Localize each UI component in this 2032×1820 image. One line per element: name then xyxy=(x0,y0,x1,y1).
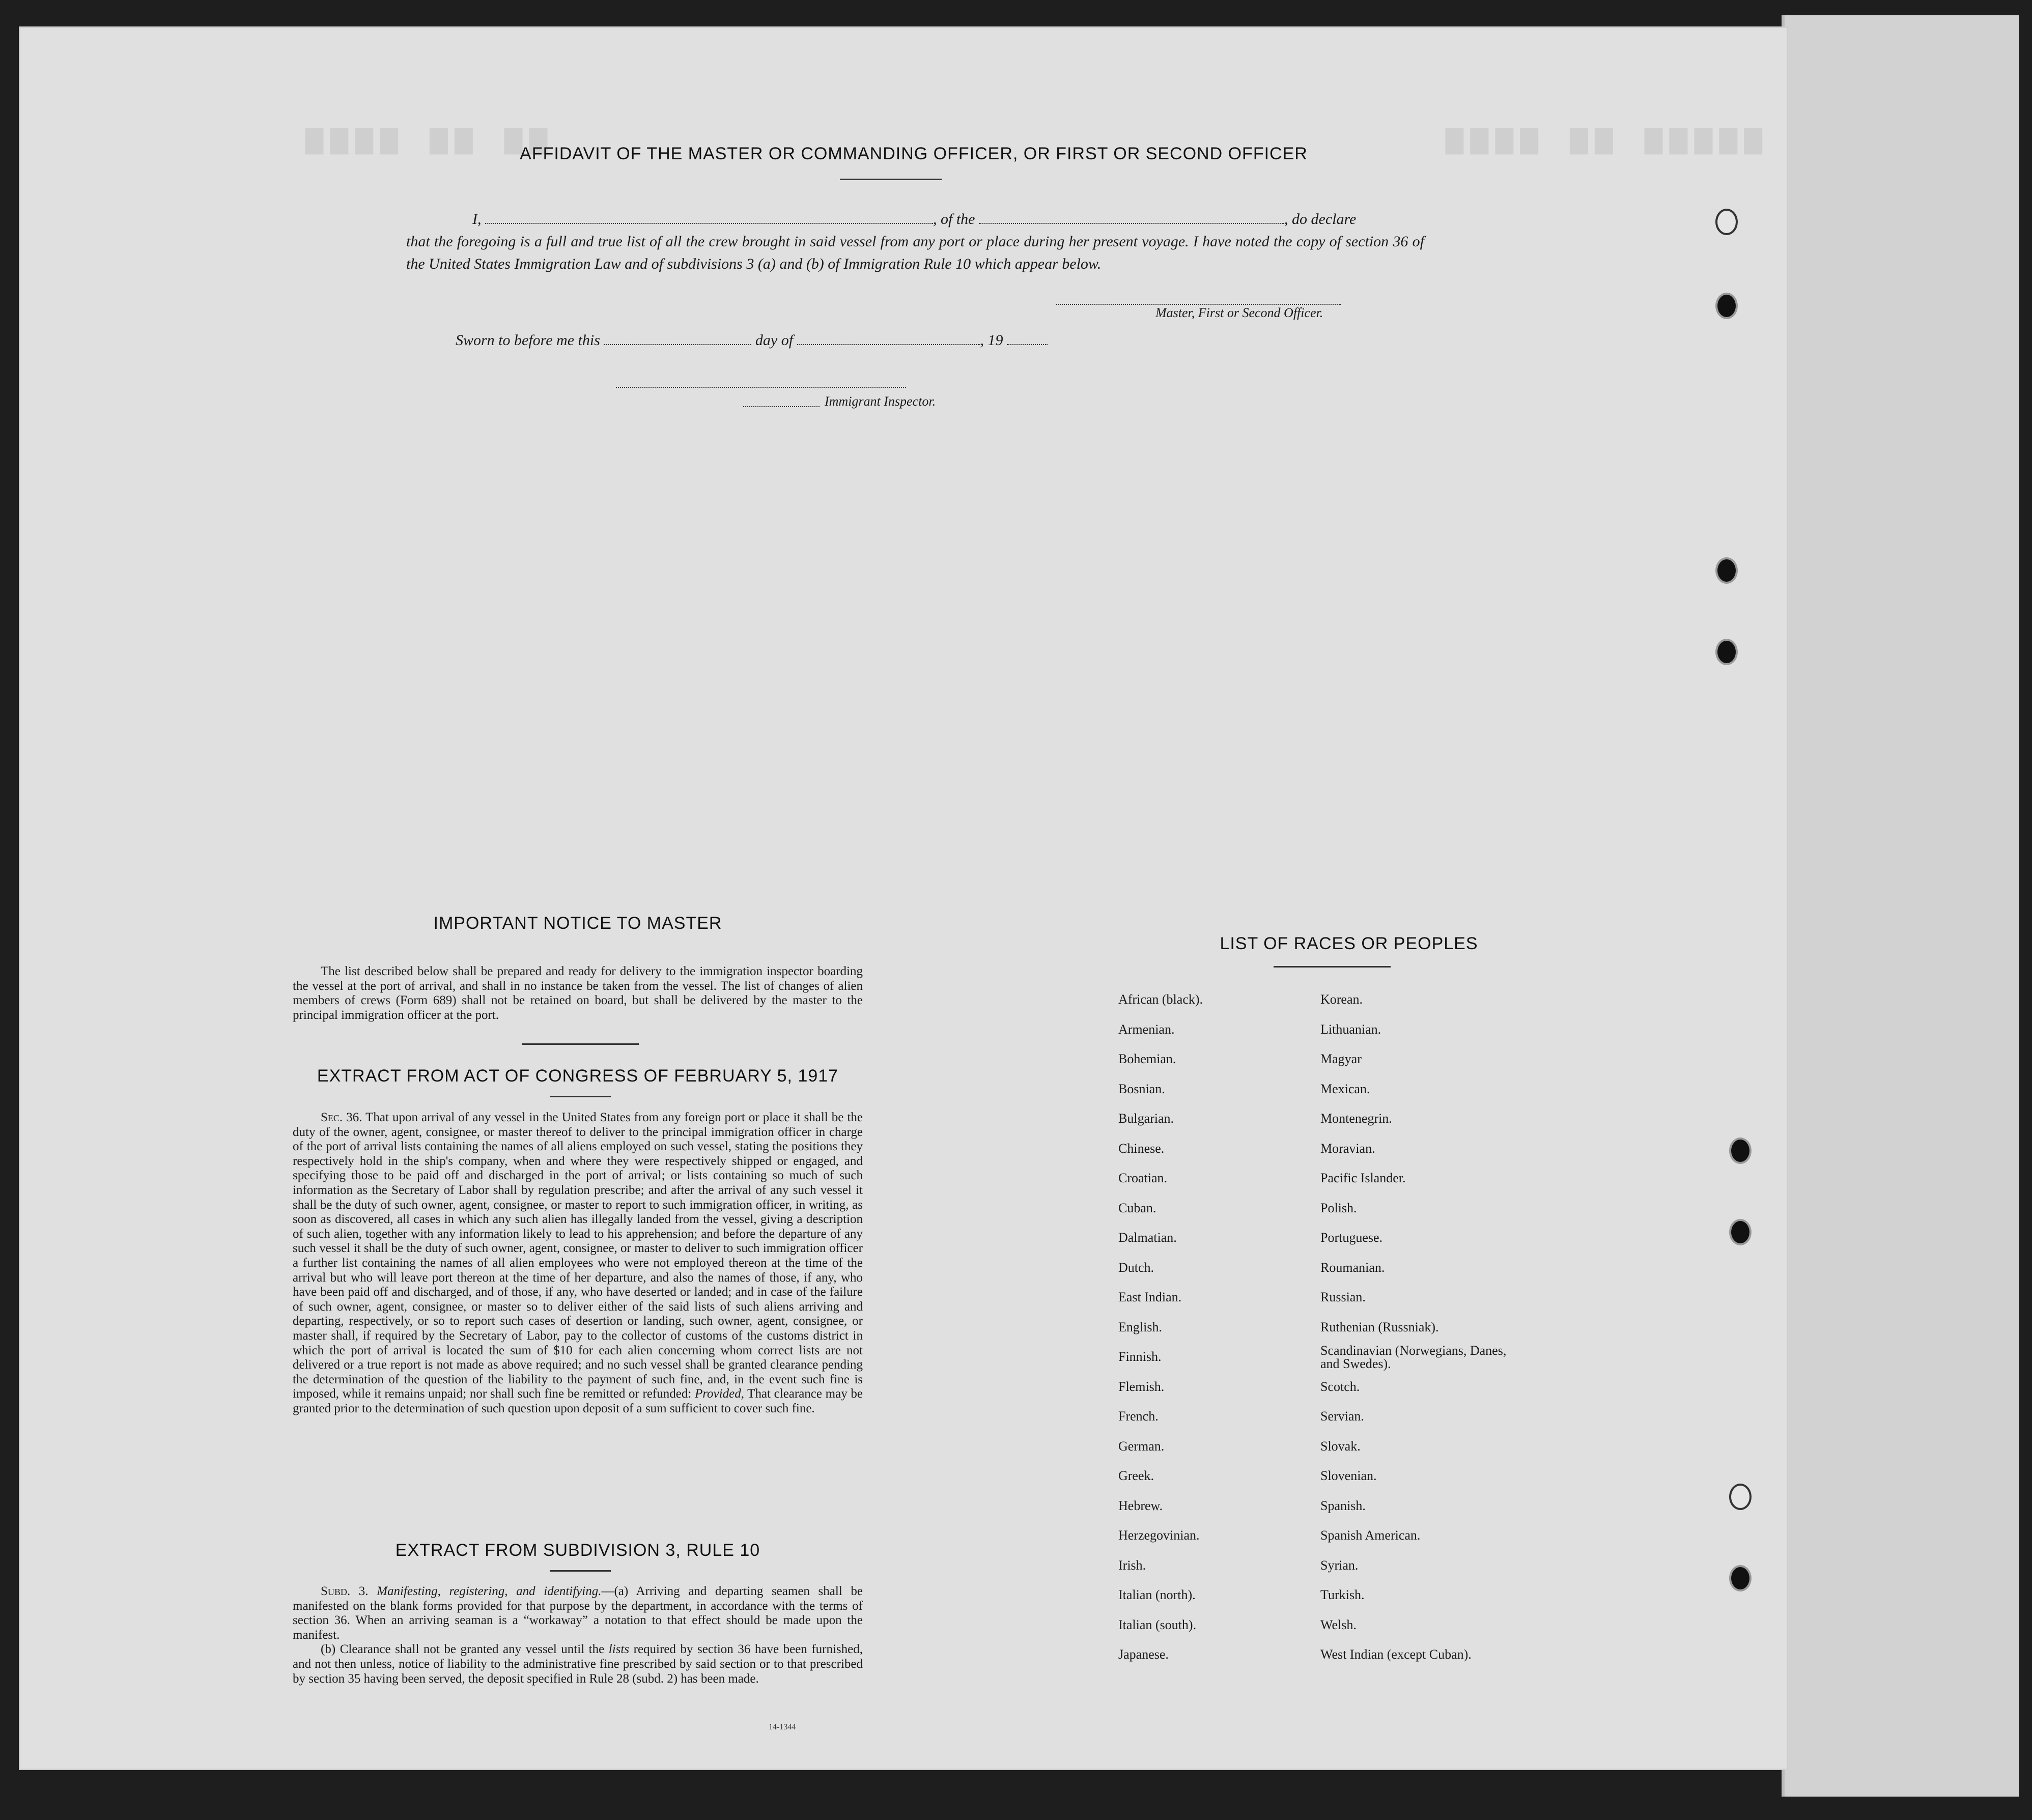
day-of-label: day of xyxy=(755,332,794,349)
year-label: , 19 xyxy=(980,332,1003,349)
sworn-month-field[interactable] xyxy=(797,330,980,345)
race-item: Korean. xyxy=(1320,992,1363,1007)
race-item: Hebrew. xyxy=(1118,1498,1163,1513)
rule-title-rule xyxy=(550,1570,611,1572)
race-item: Moravian. xyxy=(1320,1141,1375,1156)
binder-hole xyxy=(1729,1138,1752,1164)
subd-heading: Manifesting, registering, and identifying. xyxy=(377,1584,602,1598)
name-field[interactable] xyxy=(485,209,933,224)
race-item: Servian. xyxy=(1320,1409,1364,1424)
subd-a-label: —(a) xyxy=(601,1584,629,1598)
document-page xyxy=(20,28,1787,1769)
race-item: French. xyxy=(1118,1409,1159,1424)
master-signature-label: Master, First or Second Officer. xyxy=(1155,305,1323,320)
race-item: Finnish. xyxy=(1118,1349,1162,1364)
race-item: Spanish American. xyxy=(1320,1528,1421,1543)
race-item: Ruthenian (Russniak). xyxy=(1320,1319,1439,1334)
race-item: Welsh. xyxy=(1320,1617,1357,1632)
race-item: Dutch. xyxy=(1118,1260,1154,1275)
binder-hole xyxy=(1715,639,1738,665)
subd-b-text-2: required by section 36 have been furnished, and not then unless, notice of liability to the administrative fine prescribed by said section or to that prescribed by section 35 having been served, the deposit specified in Rule 28 (subd. 2) has been made. xyxy=(293,1642,863,1686)
affidavit-text: that the foregoing is a full and true list of all the crew brought in said vessel from any port or place during her present voyage. I have noted the copy of section 36 of the United States Immigration Law and of subdivisions 3 (a) and (b) of Immigration Rule 10 which appear below. xyxy=(406,233,1424,272)
i-label: I, xyxy=(472,211,482,228)
of-the-label: , of the xyxy=(933,211,975,228)
race-item: Scandinavian (Norwegians, Danes, and Swedes). xyxy=(1320,1343,1507,1371)
inspector-label: Immigrant Inspector. xyxy=(825,394,936,409)
race-item: Herzegovinian. xyxy=(1118,1528,1200,1543)
binder-hole xyxy=(1729,1565,1752,1591)
race-item: Armenian. xyxy=(1118,1021,1175,1037)
bleed-through-text: ▆▆▆▆ ▆▆ ▆▆ xyxy=(305,123,554,156)
affidavit-title: AFFIDAVIT OF THE MASTER OR COMMANDING OFFICER, OR FIRST OR SECOND OFFICER xyxy=(520,144,1308,163)
sworn-year-field[interactable] xyxy=(1007,330,1048,345)
vessel-field[interactable] xyxy=(979,209,1284,224)
race-item: Flemish. xyxy=(1118,1379,1165,1394)
form-code: 14-1344 xyxy=(769,1723,796,1731)
race-item: Turkish. xyxy=(1320,1587,1365,1602)
race-item: West Indian (except Cuban). xyxy=(1320,1647,1472,1662)
race-item: Croatian. xyxy=(1118,1171,1168,1185)
race-item: Portuguese. xyxy=(1320,1230,1383,1245)
race-item: Bulgarian. xyxy=(1118,1111,1174,1126)
act-text-2: That clearance may be granted prior to the determination of such question upon deposit of a sum sufficient to cover such fine. xyxy=(293,1387,863,1415)
inspector-prefix-dots xyxy=(743,405,820,407)
races-title-rule xyxy=(1274,966,1391,968)
act-title-rule xyxy=(550,1096,611,1097)
binder-hole xyxy=(1715,209,1738,235)
race-item: Magyar xyxy=(1320,1051,1362,1066)
subd-b-lists: lists xyxy=(608,1642,630,1657)
sworn-line xyxy=(456,330,1048,349)
rule-body xyxy=(293,1584,863,1686)
affidavit-body xyxy=(406,208,1424,275)
bleed-through-text: ▆▆▆▆ ▆▆ ▆▆▆▆▆ xyxy=(1446,123,1769,156)
race-item: German. xyxy=(1118,1438,1165,1454)
race-item: Pacific Islander. xyxy=(1320,1171,1406,1185)
race-item: Slovak. xyxy=(1320,1438,1361,1454)
sworn-label: Sworn to before me this xyxy=(456,332,600,349)
do-declare-label: , do declare xyxy=(1284,211,1357,228)
races-title: LIST OF RACES OR PEOPLES xyxy=(1220,934,1478,953)
race-item: East Indian. xyxy=(1118,1290,1182,1304)
sworn-day-field[interactable] xyxy=(604,330,751,345)
race-item: Bohemian. xyxy=(1118,1051,1176,1066)
binder-hole xyxy=(1729,1219,1752,1245)
race-item: African (black). xyxy=(1118,992,1203,1007)
binder-hole xyxy=(1729,1484,1752,1510)
sec-label: Sec. 36. xyxy=(321,1111,362,1124)
race-item: Lithuanian. xyxy=(1320,1021,1381,1037)
subd-label: Subd. 3. xyxy=(321,1584,369,1598)
race-item: Italian (north). xyxy=(1118,1587,1196,1602)
race-item: Russian. xyxy=(1320,1290,1366,1304)
notice-body xyxy=(293,964,863,1022)
race-item: English. xyxy=(1118,1319,1162,1334)
race-item: Mexican. xyxy=(1320,1081,1370,1096)
race-item: Roumanian. xyxy=(1320,1260,1385,1275)
race-item: Spanish. xyxy=(1320,1498,1366,1513)
race-item: Slovenian. xyxy=(1320,1468,1377,1483)
race-item: Greek. xyxy=(1118,1468,1154,1483)
binder-hole xyxy=(1715,557,1738,584)
race-item: Syrian. xyxy=(1320,1557,1359,1573)
act-body xyxy=(293,1111,863,1416)
race-item: Cuban. xyxy=(1118,1200,1156,1215)
provided-label: Provided, xyxy=(694,1387,744,1401)
inspector-signature-field[interactable] xyxy=(616,386,906,388)
subd-b-text-1: Clearance shall not be granted any vessel until the xyxy=(340,1642,605,1657)
race-item: Dalmatian. xyxy=(1118,1230,1177,1245)
back-sheet xyxy=(1782,15,2019,1797)
master-signature-field[interactable] xyxy=(1056,303,1341,305)
act-text-1: That upon arrival of any vessel in the United States from any foreign port or place it shall be the duty of the owner, agent, consignee, or master thereof to deliver to the principal immigration officer in charge of the port of arrival lists containing the names of all aliens employed on such vessel, stating the positions they respectively hold in the ship's company, when and where they were respectively shipped or engaged, and specifying those to be paid off and discharged in the port of arrival; or lists containing so much of such information as the Secretary of Labor shall by regulation prescribe; and after the arrival of any such vessel it shall be the duty of such owner, agent, consignee, or master to report to such immigration officer, in writing, as soon as discovered, all cases in which any such alien has illegally landed from the vessel, giving a description of such alien, together with any information likely to lead to his apprehension; and before the departure of any such vessel it shall be the duty of such owner, agent, consignee, or master to deliver to such immigration officer a further list containing the names of all alien employees who were not employed thereon at the time of the arrival but who will leave port thereon at the time of her departure, and also the names of those, if any, who have been paid off and discharged, and of those, if any, who have deserted or landed; and in case of the failure of such owner, agent, consignee, or master so to deliver either of the said lists of such aliens arriving and departing, respectively, or so to report such cases of desertion or landing, such owner, agent, consignee, or master shall, if required by the Secretary of Labor, pay to the collector of customs of the customs district in which the port of arrival is located the sum of $10 for each alien concerning whom correct lists are not delivered or a true report is not made as above required; and no such vessel shall be granted clearance pending the determination of the question of the liability to the payment of such fine, and, in the event such fine is imposed, while it remains unpaid; nor shall such fine be remitted or refunded: xyxy=(293,1111,863,1401)
act-title: EXTRACT FROM ACT OF CONGRESS OF FEBRUARY 5, 1917 xyxy=(317,1066,839,1086)
race-item: Montenegrin. xyxy=(1320,1111,1392,1126)
races-left-column xyxy=(1118,985,1302,1670)
subd-a-text: Arriving and departing seamen shall be manifested on the blank forms provided for that purpose by the department, in accordance with the terms of section 36. When an arriving seaman is a “workaway” a notation to that effect should be made upon the manifest. xyxy=(293,1584,863,1642)
subd-b-label: (b) xyxy=(321,1642,336,1657)
race-item: Chinese. xyxy=(1118,1141,1165,1156)
race-item: Scotch. xyxy=(1320,1379,1360,1394)
races-right-column xyxy=(1320,985,1524,1670)
notice-rule xyxy=(522,1043,639,1045)
race-item: Japanese. xyxy=(1118,1647,1169,1662)
race-item: Italian (south). xyxy=(1118,1617,1197,1632)
binder-hole xyxy=(1715,293,1738,319)
race-item: Bosnian. xyxy=(1118,1081,1165,1096)
race-item: Irish. xyxy=(1118,1557,1146,1573)
affidavit-title-rule xyxy=(840,179,942,180)
rule-title: EXTRACT FROM SUBDIVISION 3, RULE 10 xyxy=(395,1541,760,1560)
race-item: Polish. xyxy=(1320,1200,1357,1215)
notice-title: IMPORTANT NOTICE TO MASTER xyxy=(433,914,722,933)
notice-text: The list described below shall be prepared and ready for delivery to the immigration inspector boarding the vessel at the port of arrival, and shall in no instance be taken from the vessel. The list of changes of alien members of crews (Form 689) shall not be retained on board, but shall be delivered by the master to the principal immigration officer at the port. xyxy=(293,964,863,1022)
